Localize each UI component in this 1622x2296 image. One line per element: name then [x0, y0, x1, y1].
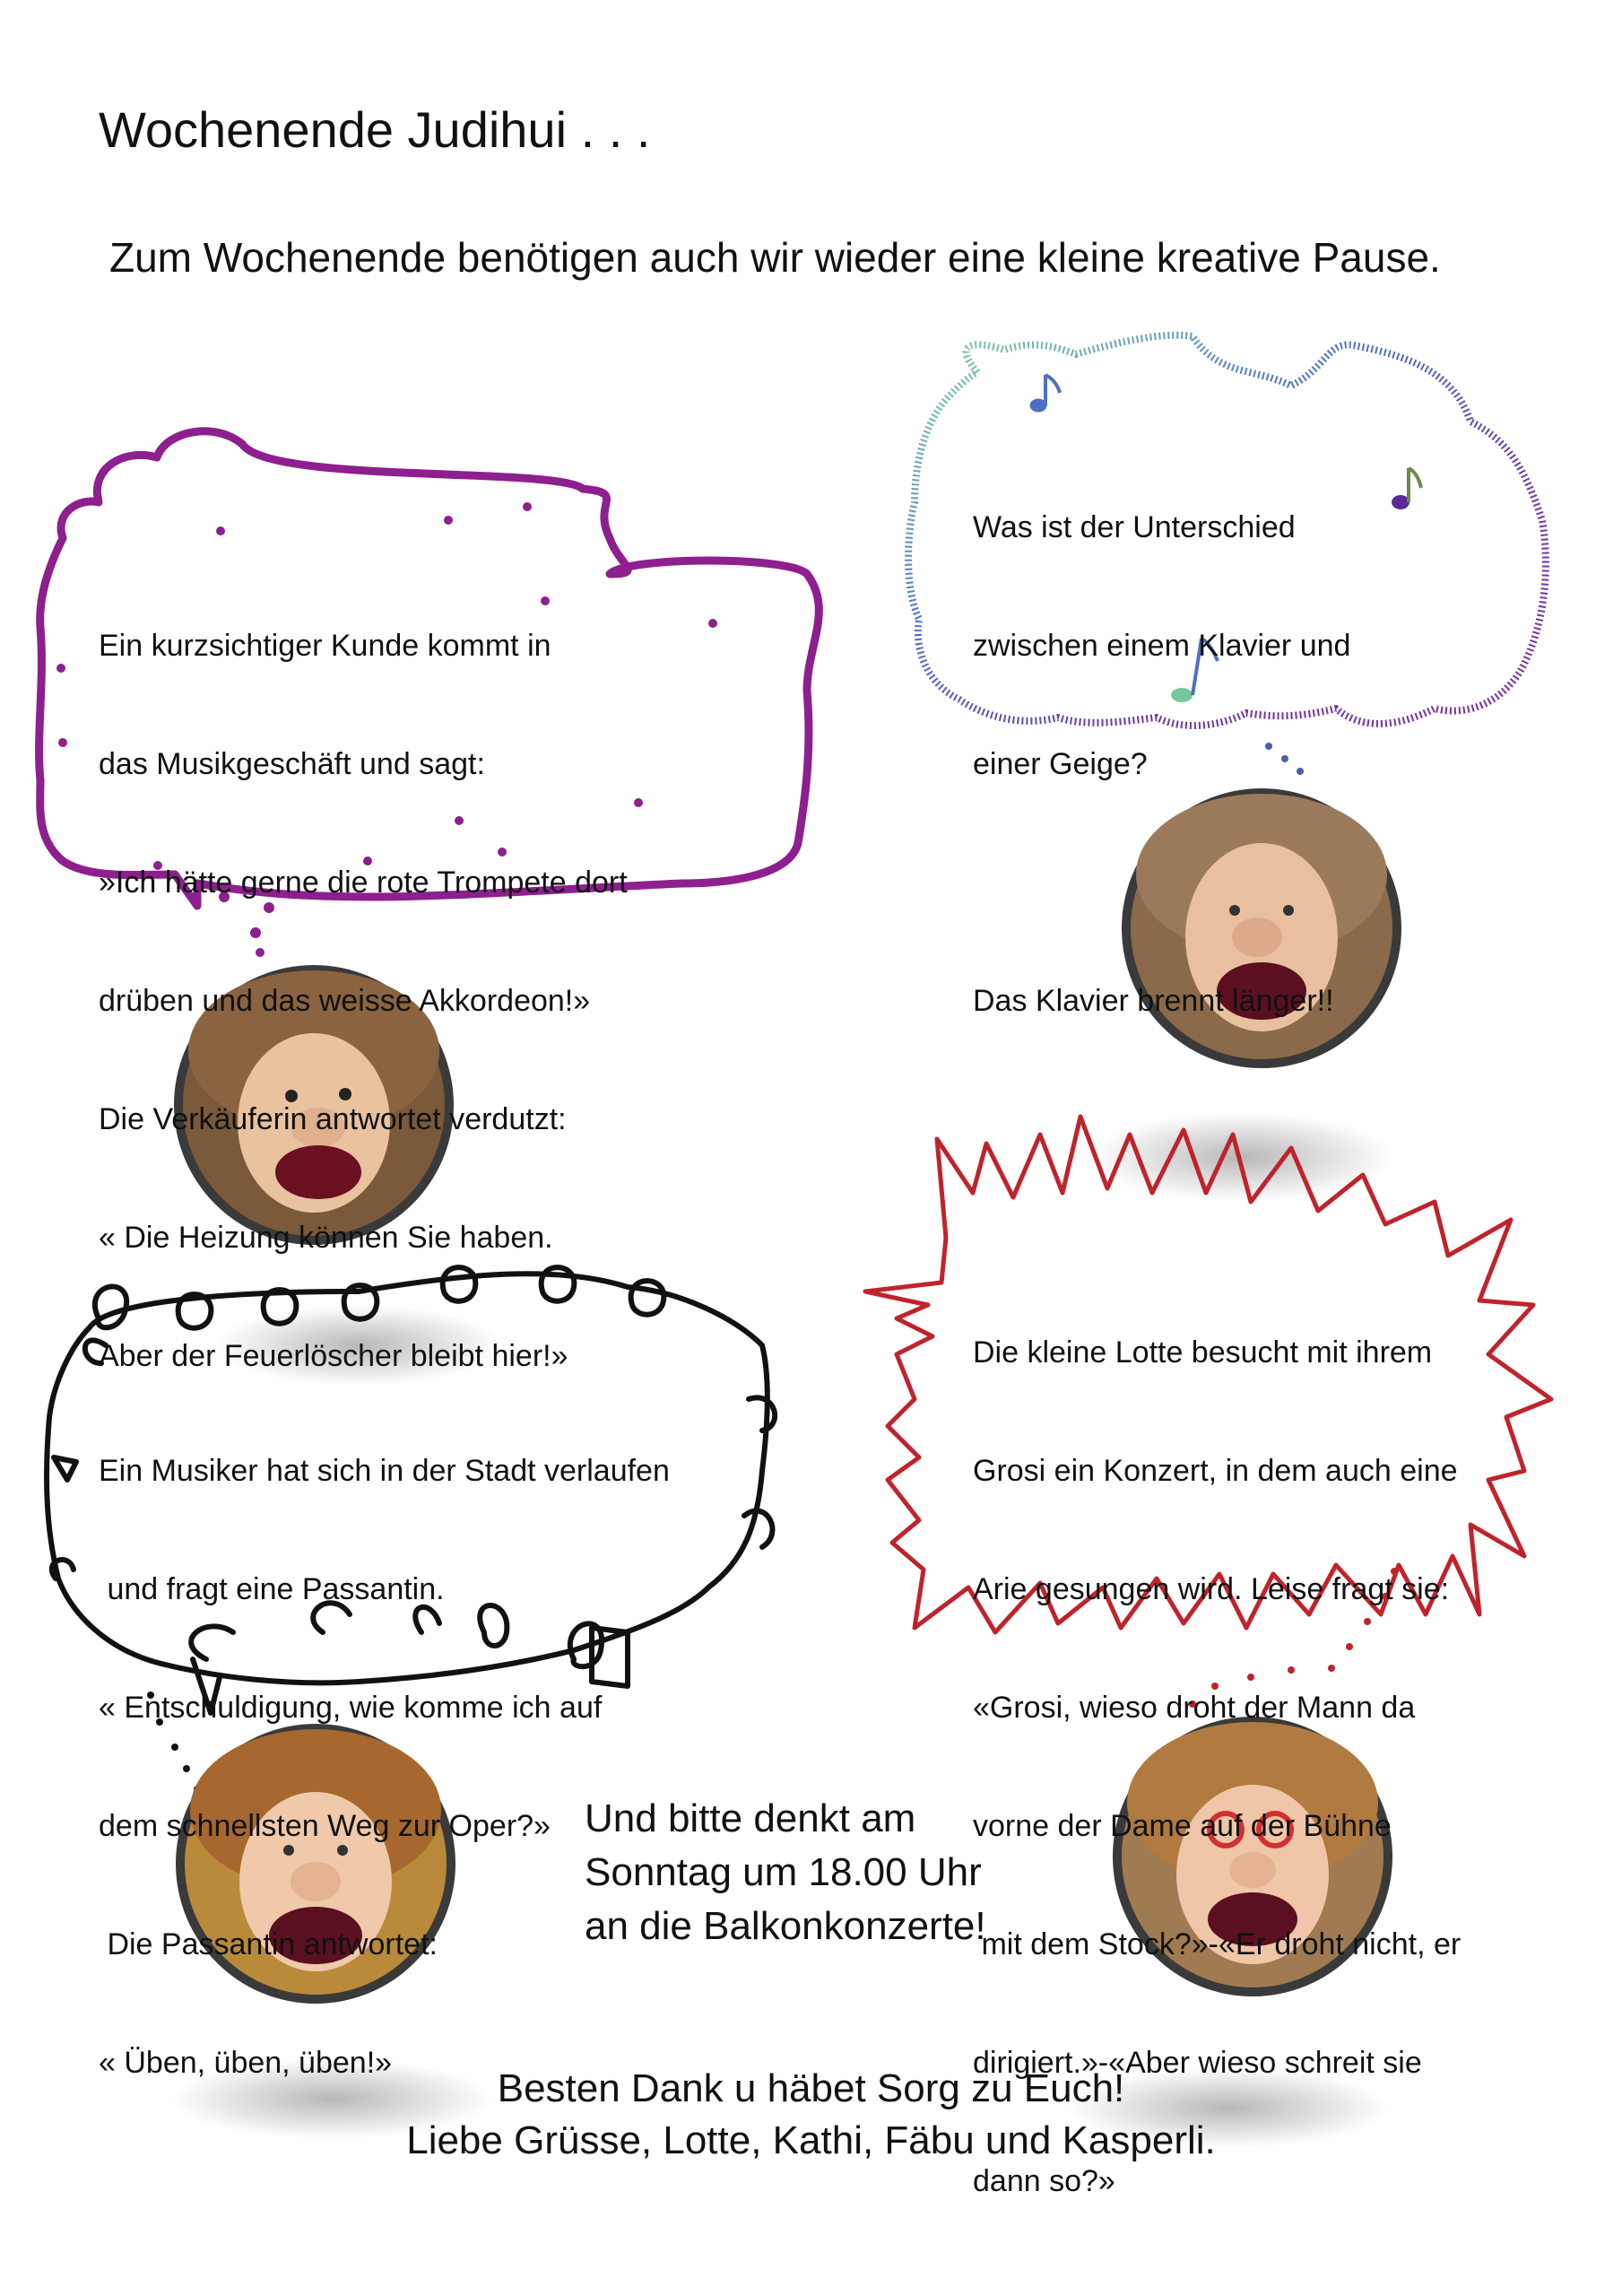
- joke-line: drüben und das weisse Akkordeon!»: [99, 984, 591, 1018]
- joke-line: « Üben, üben, üben!»: [99, 2046, 393, 2080]
- page-title: Wochenende Judihui . . .: [99, 101, 651, 158]
- joke-line: und fragt eine Passantin.: [99, 1572, 445, 1606]
- reminder-line: Sonntag um 18.00 Uhr: [585, 1850, 982, 1894]
- joke-line: das Musikgeschäft und sagt:: [99, 747, 485, 781]
- joke-line: « Die Heizung können Sie haben.: [99, 1221, 553, 1255]
- reminder-line: an die Balkonkonzerte!: [585, 1904, 986, 1948]
- joke-line: Arie gesungen wird. Leise fragt sie:: [973, 1572, 1450, 1606]
- joke-line: Ein Musiker hat sich in der Stadt verlaufen: [99, 1454, 670, 1488]
- joke-line: zwischen einem Klavier und: [973, 629, 1351, 663]
- joke-text-1: [99, 547, 628, 1415]
- reminder-text: [585, 1792, 986, 1953]
- reminder-line: Und bitte denkt am: [585, 1796, 916, 1840]
- joke-line: dem schnellsten Weg zur Oper?»: [99, 1809, 551, 1843]
- intro-text: Zum Wochenende benötigen auch wir wieder eine kleine kreative Pause.: [109, 234, 1441, 281]
- joke-line: vorne der Dame auf der Bühne: [973, 1809, 1392, 1843]
- joke-line-spacer: [973, 863, 1350, 902]
- joke-line: dirigiert.»-«Aber wieso schreit sie: [973, 2046, 1422, 2080]
- joke-line: Grosi ein Konzert, in dem auch eine: [973, 1454, 1458, 1488]
- joke-line: Was ist der Unterschied: [973, 510, 1296, 544]
- joke-text-2: [973, 429, 1350, 1060]
- joke-line: Ein kurzsichtiger Kunde kommt in: [99, 629, 551, 663]
- joke-line: Das Klavier brennt länger!!: [973, 984, 1334, 1018]
- closing-line: Besten Dank u häbet Sorg zu Euch!: [497, 2066, 1125, 2110]
- closing-text: [0, 2063, 1622, 2167]
- joke-line: »Ich hätte gerne die rote Trompete dort: [99, 865, 628, 900]
- joke-line: Die kleine Lotte besucht mit ihrem: [973, 1335, 1433, 1370]
- joke-line: « Entschuldigung, wie komme ich auf: [99, 1691, 603, 1725]
- joke-line: «Grosi, wieso droht der Mann da: [973, 1691, 1416, 1725]
- joke-line: Die Passantin antwortet:: [99, 1927, 438, 1961]
- joke-line: Die Verkäuferin antwortet verdutzt:: [99, 1102, 567, 1136]
- joke-line: Aber der Feuerlöscher bleibt hier!»: [99, 1339, 568, 1373]
- music-note-icon: [1030, 375, 1060, 412]
- joke-line: mit dem Stock?»-«Er droht nicht, er: [973, 1927, 1462, 1961]
- music-note-icon: [1392, 468, 1421, 509]
- closing-line: Liebe Grüsse, Lotte, Kathi, Fäbu und Kasperli.: [406, 2118, 1216, 2162]
- joke-line: dann so?»: [973, 2164, 1115, 2198]
- joke-line: einer Geige?: [973, 747, 1148, 781]
- joke-text-3: [99, 1372, 670, 2122]
